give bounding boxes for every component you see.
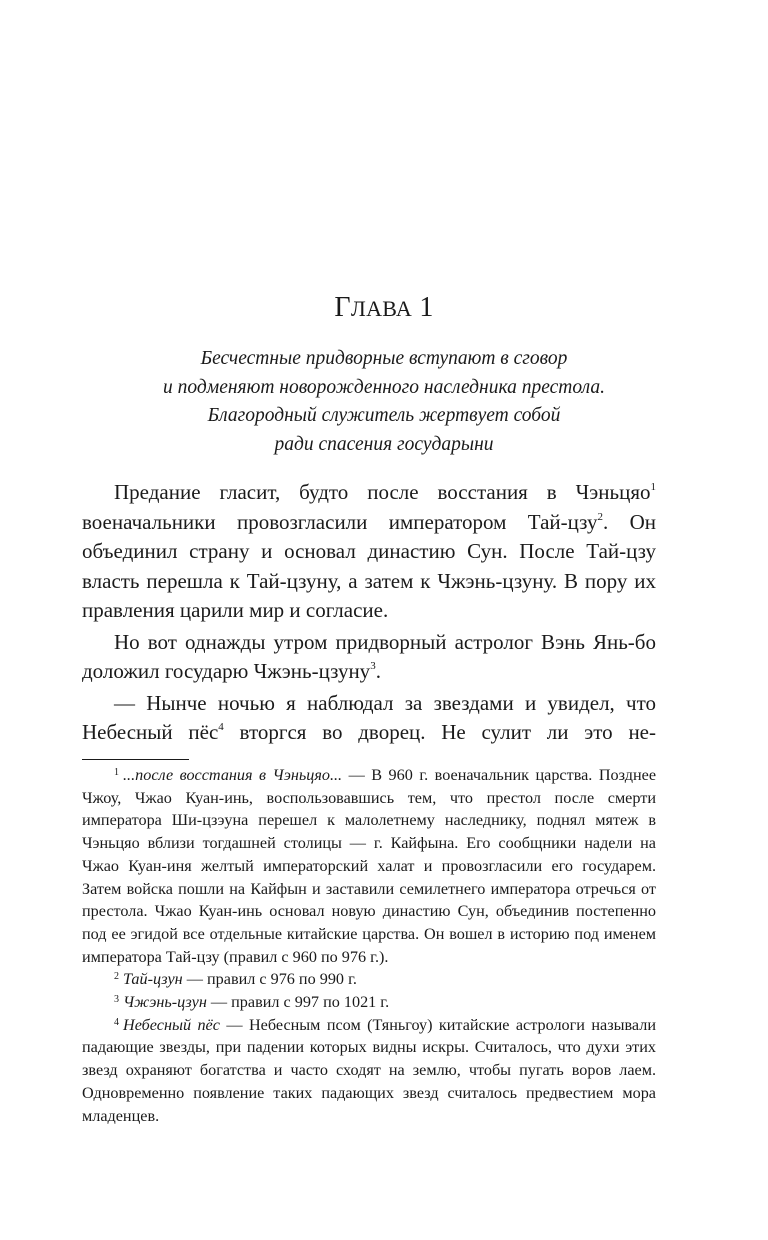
footnote-ref: 3 xyxy=(370,660,376,672)
footnote-number: 2 xyxy=(114,971,119,983)
footnote-ref: 2 xyxy=(597,510,603,523)
chapter-title xyxy=(0,292,768,324)
footnote xyxy=(82,968,656,991)
footnote-term: Тай-цзун xyxy=(123,970,183,989)
footnote-text: — правил с 976 по 990 г. xyxy=(182,970,357,989)
footnote-ref: 1 xyxy=(650,481,656,493)
footnote-number: 3 xyxy=(114,994,119,1006)
subtitle-line: Бесчестные придворные вступают в сговор xyxy=(200,348,568,369)
paragraph-text: . xyxy=(375,659,381,683)
footnotes xyxy=(82,764,656,1127)
paragraph xyxy=(82,689,656,748)
footnote-ref: 4 xyxy=(218,721,224,733)
footnote-text: — В 960 г. военачальник царства. Позднее Чжоу, Чжао Куан-инь, воспользовавшись тем, что престол после смерти императора Ши-цзэуна перешел к малолетнему наследнику, поднял мятеж в Чэньцяо вблизи тогдашней столицы — г. Кайфына. Его сообщники надели на Чжао Куан-иня желтый императорский халат и провозгласили его государем. Затем войска пошли на Кайфын и заставили семилетнего императора отречься от престола. Чжао Куан-инь основал новую династию Сун, объединив постепенно под ее эгидой все отдельные китайские царства. Он вошел в историю под именем императора Тай-цзу (правил с 960 по 976 г.). xyxy=(82,766,656,966)
footnote xyxy=(82,1014,656,1128)
chapter-title-initial: Г xyxy=(334,292,351,323)
paragraph-text: — Нынче ночью я наблюдал за звездами и увидел, что Небесный пёс xyxy=(82,690,656,744)
footnote xyxy=(82,764,656,968)
paragraph-text: вторгся во дворец. Не сулит ли это не- xyxy=(223,720,656,744)
footnote-term: ...после восстания в Чэньцяо... xyxy=(123,766,343,784)
footnote-number: 4 xyxy=(114,1016,119,1028)
footnote xyxy=(82,991,656,1014)
chapter-number: 1 xyxy=(419,292,434,323)
paragraph-text: Но вот однажды утром придворный астролог Вэнь Янь-бо доложил государю Чжэнь-цзуну xyxy=(82,629,656,683)
footnote-term: Чжэнь-цзун xyxy=(123,993,207,1012)
subtitle-line: и подменяют новорожденного наследника престола. xyxy=(163,376,605,398)
footnote-term: Небесный пёс xyxy=(123,1015,220,1034)
subtitle-line: Благородный служитель жертвует собой xyxy=(207,405,561,426)
chapter-subtitle xyxy=(60,345,708,459)
footnote-separator xyxy=(82,759,189,760)
footnote-text: — Небесным псом (Тяньгоу) китайские астрологи называли падающие звезды, при падении которых видны искры. Считалось, что духи этих звезд охраняют богатства и часто сходят на землю, чтобы пугать воров лаем. Одновременно появление таких падающих звезд считалось предвестием мора младенцев. xyxy=(82,1015,656,1125)
subtitle-line: ради спасения государыни xyxy=(274,433,494,455)
paragraph xyxy=(82,628,656,687)
main-text xyxy=(82,478,656,750)
paragraph-text: . Он объединил страну и основал династию Сун. После Тай-цзу власть перешла к Тай-цзуну, а затем к Чжэнь-цзуну. В пору их правления царили мир и согласие. xyxy=(82,509,656,622)
footnote-text: — правил с 997 по 1021 г. xyxy=(206,993,390,1012)
paragraph-text: военачальники провозгласили императором Тай-цзу xyxy=(82,509,598,534)
paragraph xyxy=(82,478,656,626)
footnote-number: 1 xyxy=(114,767,119,778)
chapter-title-smallcaps: ЛАВА xyxy=(350,296,413,321)
paragraph-text: Предание гласит, будто после восстания в Чэньцяо xyxy=(114,480,651,504)
